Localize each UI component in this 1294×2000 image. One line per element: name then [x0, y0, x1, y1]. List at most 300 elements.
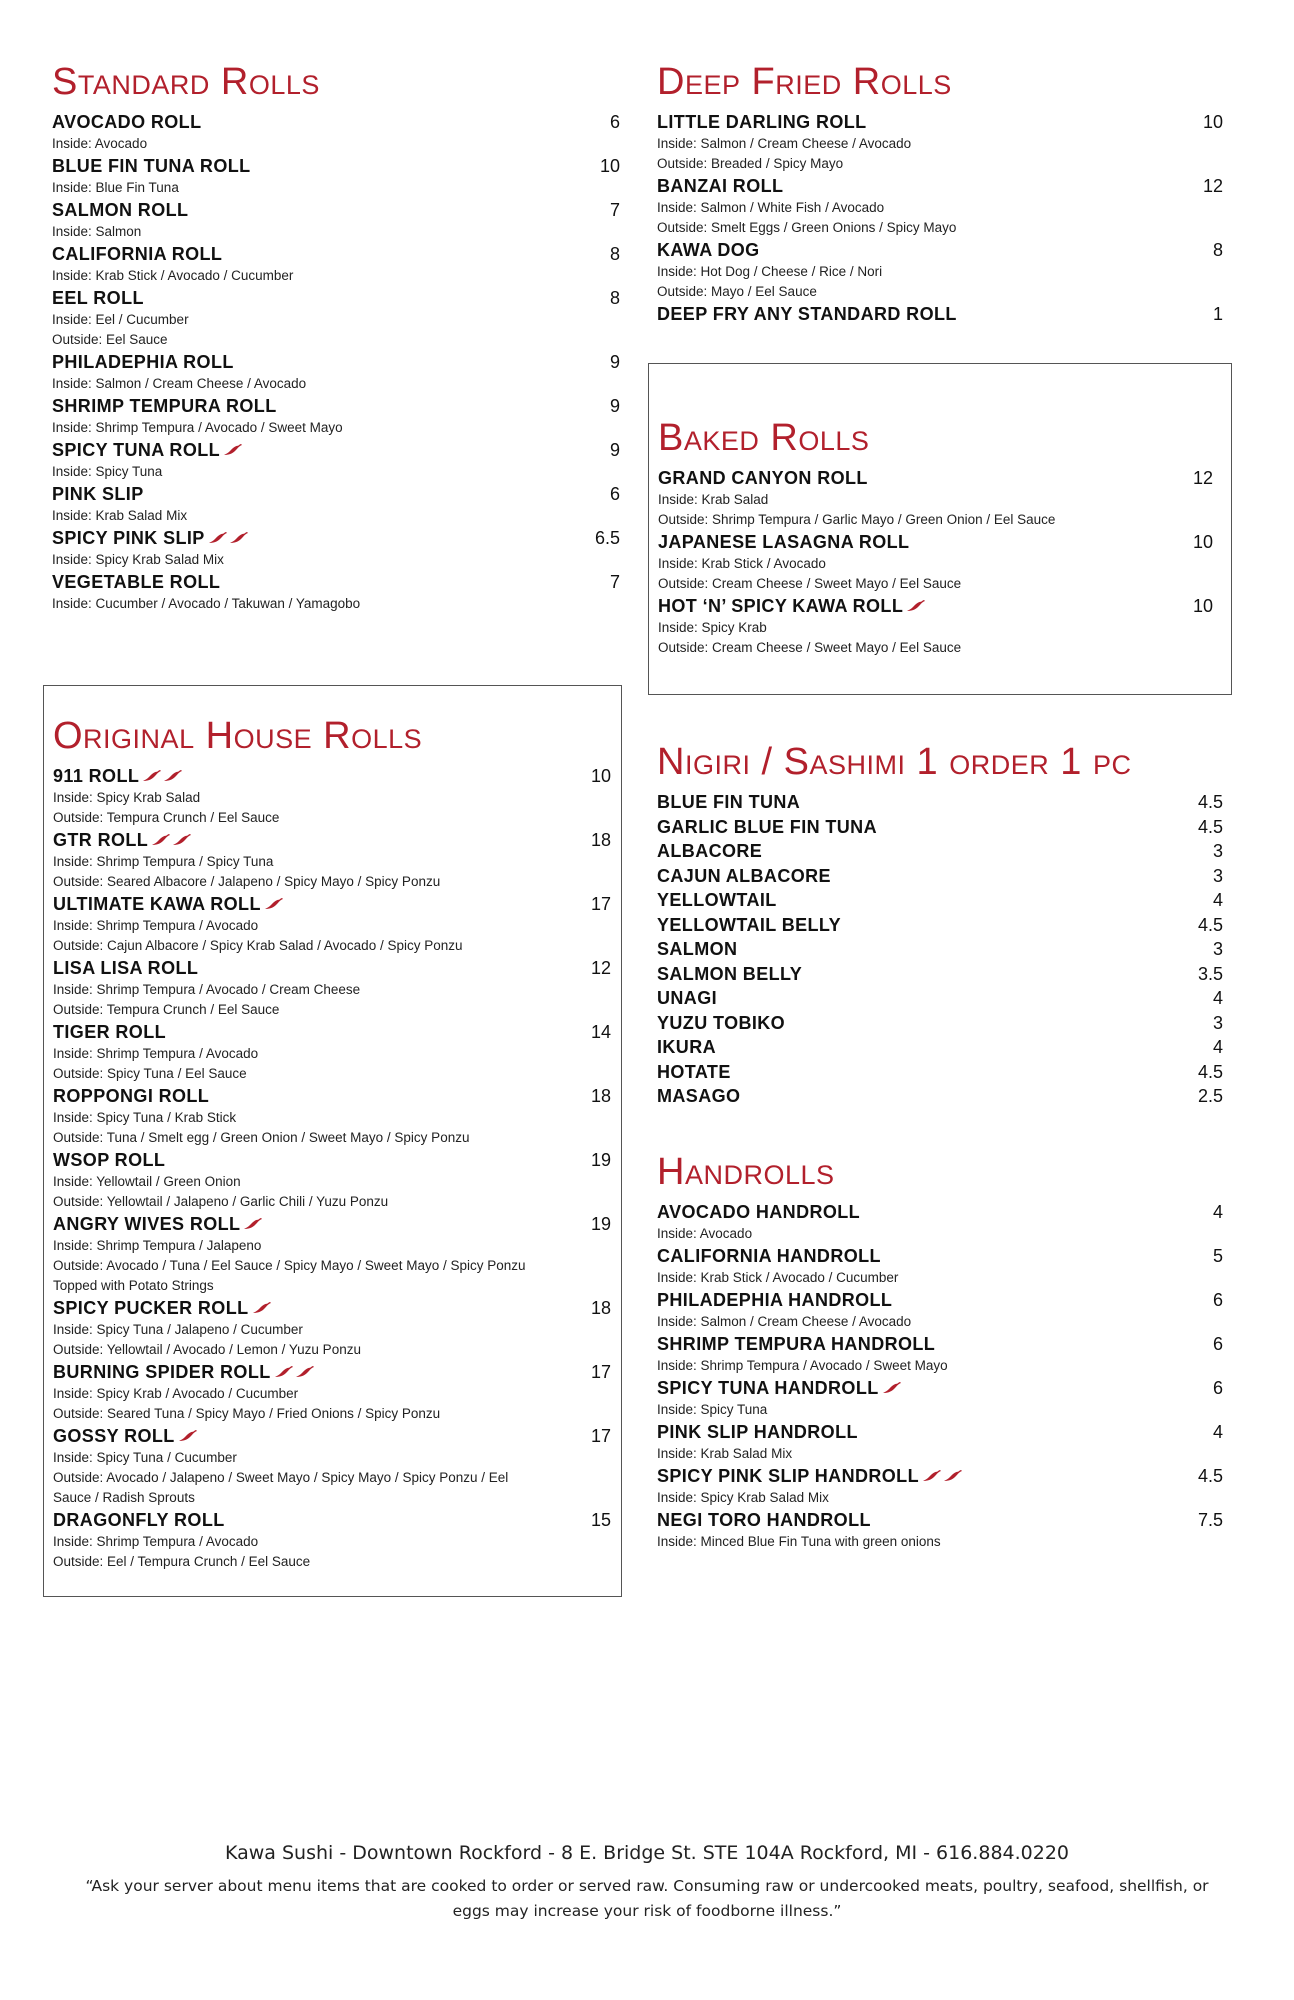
menu-item-name: LITTLE DARLING ROLL	[657, 112, 867, 132]
menu-item-name: ALBACORE	[657, 841, 763, 861]
spicy-indicator	[244, 1217, 265, 1235]
menu-item-description: Outside: Tempura Crunch / Eel Sauce	[53, 1002, 280, 1017]
menu-item-row	[53, 956, 611, 980]
menu-item-name-wrap	[657, 790, 800, 814]
menu-item-description: Inside: Salmon / Cream Cheese / Avocado	[52, 376, 307, 391]
menu-item-row	[657, 913, 1223, 937]
menu-item-price: 8	[1212, 240, 1223, 260]
spicy-indicator	[179, 1429, 200, 1447]
menu-item-name: LISA LISA ROLL	[53, 958, 199, 978]
menu-item-name-wrap	[658, 594, 928, 618]
menu-item-description: Inside: Spicy Krab	[658, 620, 767, 635]
menu-item-row	[657, 864, 1223, 888]
menu-item-row	[657, 1035, 1223, 1059]
menu-item-name-wrap	[53, 1084, 209, 1108]
spicy-indicator	[275, 1365, 317, 1383]
menu-item-name-wrap	[657, 110, 867, 134]
menu-item-name: PINK SLIP	[52, 484, 144, 504]
menu-item-spicy-tuna-roll	[52, 438, 620, 482]
menu-item-description: Inside: Shrimp Tempura / Avocado / Sweet Mayo	[52, 420, 343, 435]
menu-item-name: SHRIMP TEMPURA ROLL	[52, 396, 277, 416]
menu-item-albacore	[657, 839, 1223, 863]
menu-item-price: 4	[1212, 890, 1223, 910]
menu-item-philadephia-handroll	[657, 1288, 1223, 1332]
menu-item-name-wrap	[52, 482, 144, 506]
deep-fried-rolls-title: Deep Fried Rolls	[657, 61, 952, 103]
menu-item-name-wrap	[657, 1376, 904, 1400]
menu-item-description: Inside: Shrimp Tempura / Avocado / Cream Cheese	[53, 982, 361, 997]
menu-item-name-wrap	[53, 1148, 165, 1172]
menu-item-name: AVOCADO HANDROLL	[657, 1202, 861, 1222]
menu-item-price: 7	[609, 200, 620, 220]
menu-item-ultimate-kawa-roll	[53, 892, 611, 956]
menu-item-description: Outside: Yellowtail / Jalapeno / Garlic Chili / Yuzu Ponzu	[53, 1194, 389, 1209]
menu-item-tiger-roll	[53, 1020, 611, 1084]
menu-item-banzai-roll	[657, 174, 1223, 238]
menu-item-row	[53, 1148, 611, 1172]
menu-item-masago	[657, 1084, 1223, 1108]
nigiri-section	[657, 740, 1223, 1109]
deep-fried-rolls-list	[657, 110, 1223, 326]
footer-address: Kawa Sushi - Downtown Rockford - 8 E. Bridge St. STE 104A Rockford, MI - 616.884.0220	[224, 1842, 1070, 1864]
menu-item-name: UNAGI	[657, 988, 717, 1008]
menu-item-row	[53, 1360, 611, 1384]
menu-item-price: 17	[590, 1362, 611, 1382]
menu-item-name-wrap	[658, 466, 868, 490]
menu-item-row	[657, 1084, 1223, 1108]
menu-item-price: 15	[590, 1510, 611, 1530]
menu-item-philadephia-roll	[52, 350, 620, 394]
menu-item-name-wrap	[53, 1212, 265, 1236]
menu-item-name-wrap	[657, 1035, 716, 1059]
menu-item-name-wrap	[53, 956, 198, 980]
menu-item-price: 6	[1212, 1378, 1223, 1398]
menu-item-price: 1	[1212, 304, 1223, 324]
menu-item-price: 9	[609, 396, 620, 416]
menu-item-spicy-tuna-handroll	[657, 1376, 1223, 1420]
menu-item-name-wrap	[52, 526, 251, 550]
menu-item-price: 4	[1212, 988, 1223, 1008]
menu-item-name: BURNING SPIDER ROLL	[53, 1362, 271, 1382]
menu-item-name: YUZU TOBIKO	[657, 1012, 786, 1033]
menu-item-description: Outside: Tempura Crunch / Eel Sauce	[53, 810, 280, 825]
menu-item-description: Inside: Spicy Krab Salad Mix	[52, 552, 224, 567]
menu-item-price: 10	[1192, 596, 1213, 616]
menu-item-row	[657, 1464, 1223, 1488]
menu-item-name-wrap	[657, 1464, 965, 1488]
menu-item-row	[52, 526, 620, 550]
menu-item-price: 4.5	[1197, 914, 1223, 935]
menu-item-price: 10	[1202, 112, 1223, 132]
menu-item-description: Inside: Salmon / Cream Cheese / Avocado	[657, 1314, 912, 1329]
menu-item-price: 6	[1212, 1334, 1223, 1354]
menu-item-description: Inside: Eel / Cucumber	[52, 312, 189, 327]
menu-item-name-wrap	[53, 828, 194, 852]
menu-item-name: YELLOWTAIL BELLY	[657, 914, 842, 935]
menu-item-negi-toro-handroll	[657, 1508, 1223, 1552]
menu-item-salmon	[657, 937, 1223, 961]
menu-item-description: Inside: Cucumber / Avocado / Takuwan / Yamagobo	[52, 596, 361, 611]
menu-item-description: Inside: Krab Salad Mix	[52, 508, 188, 523]
menu-item-description: Inside: Salmon / White Fish / Avocado	[657, 200, 885, 215]
menu-item-name: SPICY PINK SLIP	[52, 528, 205, 548]
menu-item-description: Inside: Spicy Tuna / Krab Stick	[53, 1110, 237, 1125]
menu-item-name: IKURA	[657, 1037, 716, 1057]
menu-item-row	[657, 1200, 1223, 1224]
menu-item-name-wrap	[52, 286, 144, 310]
menu-item-name-wrap	[657, 888, 777, 912]
menu-item-price: 4.5	[1197, 816, 1223, 837]
menu-item-hotate	[657, 1060, 1223, 1084]
menu-item-price: 12	[590, 958, 611, 978]
menu-item-description: Inside: Shrimp Tempura / Avocado / Sweet Mayo	[657, 1358, 948, 1373]
menu-item-name-wrap	[657, 1060, 731, 1084]
menu-item-garlic-blue-fin-tuna	[657, 815, 1223, 839]
menu-item-description: Outside: Tuna / Smelt egg / Green Onion / Sweet Mayo / Spicy Ponzu	[53, 1130, 470, 1145]
menu-item-dragonfly-roll	[53, 1508, 611, 1572]
menu-item-row	[657, 888, 1223, 912]
menu-item-name: YELLOWTAIL	[657, 890, 777, 910]
menu-item-row	[657, 1376, 1223, 1400]
menu-item-name: GARLIC BLUE FIN TUNA	[657, 816, 877, 837]
menu-item-japanese-lasagna-roll	[658, 530, 1213, 594]
menu-item-salmon-roll	[52, 198, 620, 242]
menu-item-description: Outside: Cream Cheese / Sweet Mayo / Eel Sauce	[658, 576, 962, 591]
menu-item-grand-canyon-roll	[658, 466, 1213, 530]
menu-item-yellowtail	[657, 888, 1223, 912]
menu-item-price: 8	[609, 288, 620, 308]
spicy-indicator	[923, 1469, 965, 1487]
menu-item-row	[53, 1296, 611, 1320]
menu-item-description: Inside: Avocado	[52, 136, 148, 151]
menu-item-row	[657, 1332, 1223, 1356]
menu-item-price: 9	[609, 352, 620, 372]
menu-item-angry-wives-roll	[53, 1212, 611, 1296]
menu-item-name-wrap	[657, 839, 762, 863]
menu-item-name-wrap	[657, 815, 877, 839]
menu-item-row	[657, 1420, 1223, 1444]
menu-item-shrimp-tempura-roll	[52, 394, 620, 438]
spicy-indicator	[253, 1301, 274, 1319]
menu-item-row	[657, 174, 1223, 198]
spicy-indicator	[152, 833, 194, 851]
menu-item-row	[53, 892, 611, 916]
menu-item-description: Inside: Shrimp Tempura / Avocado	[53, 1046, 259, 1061]
menu-item-row	[658, 466, 1213, 490]
menu-item-description: Outside: Spicy Tuna / Eel Sauce	[53, 1066, 247, 1081]
menu-item-name: MASAGO	[657, 1086, 741, 1106]
menu-item-name: SALMON ROLL	[52, 200, 189, 220]
menu-item-name: CALIFORNIA ROLL	[52, 244, 223, 264]
menu-item-name-wrap	[52, 438, 245, 462]
menu-item-hot-n-spicy-kawa-roll	[658, 594, 1213, 658]
menu-item-row	[52, 286, 620, 310]
menu-item-price: 10	[599, 156, 620, 176]
chili-pepper-icon	[907, 600, 925, 612]
menu-item-row	[52, 570, 620, 594]
menu-item-pink-slip	[52, 482, 620, 526]
menu-item-name-wrap	[657, 937, 737, 961]
standard-rolls-title: Standard Rolls	[52, 61, 320, 103]
menu-item-price: 6.5	[594, 528, 620, 548]
baked-rolls-title: Baked Rolls	[658, 417, 870, 459]
menu-item-row	[53, 1212, 611, 1236]
menu-item-description: Inside: Shrimp Tempura / Jalapeno	[53, 1238, 262, 1253]
menu-item-name-wrap	[53, 1360, 317, 1384]
menu-item-name: PINK SLIP HANDROLL	[657, 1422, 858, 1442]
menu-item-avocado-handroll	[657, 1200, 1223, 1244]
menu-item-name-wrap	[657, 302, 957, 326]
menu-item-name-wrap	[657, 1420, 858, 1444]
menu-item-description: Inside: Salmon / Cream Cheese / Avocado	[657, 136, 912, 151]
spicy-indicator	[883, 1381, 904, 1399]
menu-item-california-roll	[52, 242, 620, 286]
menu-item-name-wrap	[53, 1424, 200, 1448]
menu-item-name-wrap	[53, 1296, 274, 1320]
menu-item-description: Inside: Shrimp Tempura / Avocado	[53, 1534, 259, 1549]
original-house-rolls-section	[43, 685, 622, 1597]
baked-rolls-list	[658, 466, 1213, 658]
menu-item-kawa-dog	[657, 238, 1223, 302]
menu-item-row	[657, 937, 1223, 961]
menu-item-name: GRAND CANYON ROLL	[658, 468, 868, 488]
menu-item-description: Inside: Krab Stick / Avocado / Cucumber	[52, 268, 294, 283]
chili-pepper-icon	[143, 770, 161, 782]
menu-item-price: 2.5	[1197, 1086, 1223, 1106]
chili-pepper-icon	[164, 770, 182, 782]
menu-item-row	[53, 1020, 611, 1044]
menu-item-name: EEL ROLL	[52, 288, 144, 308]
menu-item-price: 4	[1212, 1202, 1223, 1222]
menu-item-name-wrap	[657, 1084, 740, 1108]
menu-item-name-wrap	[52, 154, 251, 178]
menu-item-name: BLUE FIN TUNA	[657, 792, 801, 812]
menu-item-price: 5	[1212, 1246, 1223, 1266]
menu-item-row	[657, 1011, 1223, 1035]
menu-item-salmon-belly	[657, 962, 1223, 986]
menu-item-row	[657, 110, 1223, 134]
chili-pepper-icon	[230, 532, 248, 544]
menu-item-description: Outside: Smelt Eggs / Green Onions / Spicy Mayo	[657, 220, 957, 235]
menu-item-row	[657, 1508, 1223, 1532]
menu-item-name: ANGRY WIVES ROLL	[53, 1214, 241, 1234]
menu-item-name: DEEP FRY ANY STANDARD ROLL	[657, 304, 957, 324]
menu-item-description: Inside: Spicy Krab Salad	[53, 790, 201, 805]
menu-item-price: 4	[1212, 1422, 1223, 1442]
menu-item-name: JAPANESE LASAGNA ROLL	[658, 532, 910, 552]
menu-item-row	[52, 198, 620, 222]
menu-item-name-wrap	[657, 1244, 881, 1268]
menu-item-row	[657, 986, 1223, 1010]
menu-item-name-wrap	[657, 1200, 860, 1224]
menu-item-price: 12	[1202, 176, 1223, 196]
menu-item-row	[52, 110, 620, 134]
menu-item-description: Outside: Breaded / Spicy Mayo	[657, 156, 844, 171]
nigiri-list	[657, 790, 1223, 1108]
spicy-indicator	[265, 897, 286, 915]
menu-item-price: 10	[1192, 532, 1213, 552]
menu-item-name-wrap	[52, 394, 277, 418]
deep-fried-rolls-section	[657, 60, 1223, 326]
menu-item-description: Inside: Krab Salad	[658, 492, 769, 507]
standard-rolls-list	[52, 110, 620, 614]
menu-item-row	[657, 815, 1223, 839]
menu-item-name-wrap	[52, 110, 201, 134]
menu-item-description: Inside: Hot Dog / Cheese / Rice / Nori	[657, 264, 883, 279]
nigiri-title: Nigiri / Sashimi 1 order 1 pc	[657, 741, 1132, 783]
chili-pepper-icon	[296, 1366, 314, 1378]
menu-item-name-wrap	[53, 892, 286, 916]
spicy-indicator	[224, 443, 245, 461]
menu-item-yuzu-tobiko	[657, 1011, 1223, 1035]
chili-pepper-icon	[923, 1470, 941, 1482]
menu-item-description: Outside: Cream Cheese / Sweet Mayo / Eel Sauce	[658, 640, 962, 655]
menu-item-row	[657, 1060, 1223, 1084]
menu-item-name-wrap	[657, 1332, 935, 1356]
menu-item-name: AVOCADO ROLL	[52, 112, 202, 132]
menu-item-name-wrap	[53, 1508, 225, 1532]
chili-pepper-icon	[944, 1470, 962, 1482]
menu-item-price: 9	[609, 440, 620, 460]
menu-item-911-roll	[53, 764, 611, 828]
baked-rolls-section	[648, 363, 1232, 695]
menu-item-price: 10	[590, 766, 611, 786]
menu-item-row	[52, 154, 620, 178]
handrolls-section	[657, 1150, 1223, 1552]
menu-item-price: 3	[1212, 1012, 1223, 1033]
menu-item-price: 18	[590, 830, 611, 850]
menu-item-name-wrap	[52, 198, 188, 222]
menu-item-deep-fry-any-standard-roll	[657, 302, 1223, 326]
menu-item-name-wrap	[657, 1011, 785, 1035]
menu-item-row	[657, 1244, 1223, 1268]
menu-item-name: WSOP ROLL	[53, 1150, 166, 1170]
menu-item-description: Outside: Eel Sauce	[52, 332, 168, 347]
menu-item-description: Outside: Seared Albacore / Jalapeno / Spicy Mayo / Spicy Ponzu	[53, 874, 441, 889]
menu-item-description: Inside: Shrimp Tempura / Avocado	[53, 918, 259, 933]
menu-item-price: 19	[590, 1214, 611, 1234]
menu-item-price: 3	[1212, 865, 1223, 886]
chili-pepper-icon	[179, 1430, 197, 1442]
menu-item-name: GOSSY ROLL	[53, 1426, 175, 1446]
menu-item-description: Outside: Seared Tuna / Spicy Mayo / Fried Onions / Spicy Ponzu	[53, 1406, 441, 1421]
menu-item-name-wrap	[53, 764, 185, 788]
menu-item-name: PHILADEPHIA HANDROLL	[657, 1290, 893, 1310]
menu-item-description: Inside: Spicy Tuna	[52, 464, 163, 479]
menu-item-price: 6	[1212, 1290, 1223, 1310]
menu-item-name: ULTIMATE KAWA ROLL	[53, 894, 261, 914]
menu-item-name: SPICY PINK SLIP HANDROLL	[657, 1466, 919, 1486]
handrolls-title: Handrolls	[657, 1151, 835, 1193]
menu-item-name-wrap	[657, 238, 760, 262]
menu-item-spicy-pink-slip-handroll	[657, 1464, 1223, 1508]
menu-item-roppongi-roll	[53, 1084, 611, 1148]
menu-item-spicy-pink-slip	[52, 526, 620, 570]
menu-item-description: Inside: Yellowtail / Green Onion	[53, 1174, 241, 1189]
menu-item-name: PHILADEPHIA ROLL	[52, 352, 234, 372]
menu-item-description: Inside: Spicy Tuna / Jalapeno / Cucumber	[53, 1322, 303, 1337]
menu-item-price: 4.5	[1197, 792, 1223, 812]
menu-item-name: SALMON	[657, 939, 738, 959]
menu-item-blue-fin-tuna-roll	[52, 154, 620, 198]
menu-item-cajun-albacore	[657, 864, 1223, 888]
menu-item-description: Topped with Potato Strings	[53, 1278, 214, 1293]
menu-item-name: TIGER ROLL	[53, 1022, 166, 1042]
menu-item-row	[657, 238, 1223, 262]
menu-item-name-wrap	[657, 174, 783, 198]
menu-item-price: 3.5	[1197, 963, 1223, 984]
menu-item-description: Inside: Blue Fin Tuna	[52, 180, 179, 195]
menu-item-burning-spider-roll	[53, 1360, 611, 1424]
menu-item-name: SPICY TUNA ROLL	[52, 440, 221, 460]
menu-item-eel-roll	[52, 286, 620, 350]
menu-item-name-wrap	[52, 350, 234, 374]
menu-item-row	[53, 1508, 611, 1532]
menu-item-name-wrap	[657, 962, 802, 986]
chili-pepper-icon	[275, 1366, 293, 1378]
menu-item-name: BANZAI ROLL	[657, 176, 784, 196]
menu-item-row	[53, 764, 611, 788]
original-house-rolls-list	[53, 764, 611, 1572]
menu-item-row	[52, 482, 620, 506]
menu-item-vegetable-roll	[52, 570, 620, 614]
menu-item-description: Inside: Shrimp Tempura / Spicy Tuna	[53, 854, 274, 869]
menu-item-description: Inside: Spicy Tuna / Cucumber	[53, 1450, 237, 1465]
menu-item-price: 17	[590, 894, 611, 914]
spicy-indicator	[143, 769, 185, 787]
menu-item-price: 18	[590, 1298, 611, 1318]
menu-item-name-wrap	[657, 1508, 871, 1532]
menu-item-row	[658, 530, 1213, 554]
menu-item-price: 7	[609, 572, 620, 592]
spicy-indicator	[907, 599, 928, 617]
menu-item-description: Inside: Spicy Krab / Avocado / Cucumber	[53, 1386, 299, 1401]
menu-item-blue-fin-tuna	[657, 790, 1223, 814]
menu-item-name: SALMON BELLY	[657, 963, 803, 984]
menu-item-name: HOTATE	[657, 1061, 731, 1082]
menu-item-row	[657, 839, 1223, 863]
menu-item-little-darling-roll	[657, 110, 1223, 174]
menu-item-name: SHRIMP TEMPURA HANDROLL	[657, 1334, 936, 1354]
menu-item-name: VEGETABLE ROLL	[52, 572, 221, 592]
menu-item-description: Inside: Minced Blue Fin Tuna with green onions	[657, 1534, 941, 1549]
menu-item-row	[657, 302, 1223, 326]
menu-item-shrimp-tempura-handroll	[657, 1332, 1223, 1376]
menu-item-description: Inside: Krab Stick / Avocado / Cucumber	[657, 1270, 899, 1285]
menu-item-name: CAJUN ALBACORE	[657, 865, 831, 886]
menu-item-row	[657, 962, 1223, 986]
menu-item-name: KAWA DOG	[657, 240, 760, 260]
chili-pepper-icon	[209, 532, 227, 544]
menu-item-pink-slip-handroll	[657, 1420, 1223, 1464]
menu-item-name-wrap	[52, 570, 220, 594]
menu-item-name-wrap	[657, 986, 717, 1010]
menu-item-california-handroll	[657, 1244, 1223, 1288]
menu-item-price: 4	[1212, 1037, 1223, 1057]
menu-item-name: 911 ROLL	[53, 766, 140, 786]
menu-item-row	[657, 790, 1223, 814]
standard-rolls-section	[52, 60, 620, 614]
menu-item-price: 12	[1192, 468, 1213, 488]
menu-item-name: ROPPONGI ROLL	[53, 1086, 210, 1106]
menu-item-name: HOT ‘N’ SPICY KAWA ROLL	[658, 596, 904, 616]
chili-pepper-icon	[265, 898, 283, 910]
menu-item-name-wrap	[657, 864, 831, 888]
menu-item-unagi	[657, 986, 1223, 1010]
chili-pepper-icon	[152, 834, 170, 846]
menu-item-price: 7.5	[1197, 1510, 1223, 1530]
menu-item-gtr-roll	[53, 828, 611, 892]
